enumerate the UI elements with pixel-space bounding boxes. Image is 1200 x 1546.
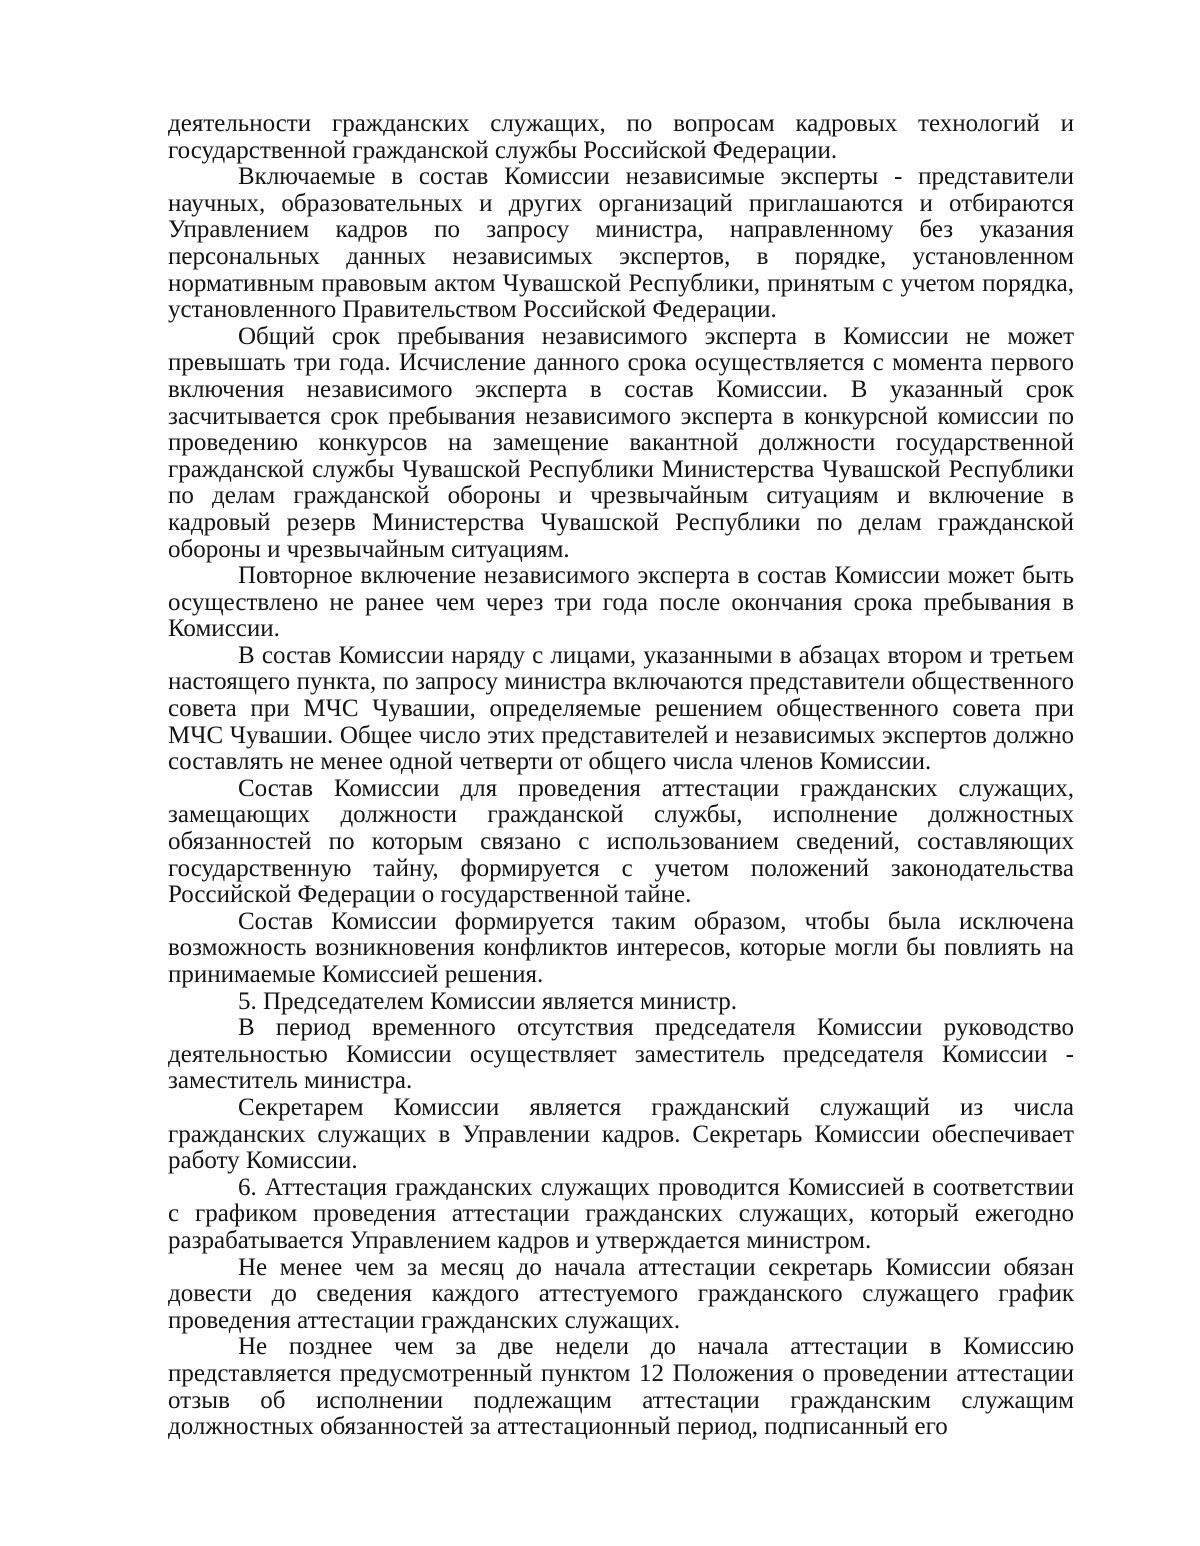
document-body [168,111,1074,1441]
paragraph-expert-term: Общий срок пребывания независимого эксперта в Комиссии не может превышать три года. Исчисление данного срока осуществляется с момента первого включения независимого эксперта в состав Комиссии. В указанный срок засчитывается срок пребывания независимого эксперта в конкурсной комиссии по проведению конкурсов на замещение вакантной должности государственной гражданской службы Чувашской Республики Министерства Чувашской Республики по делам гражданской обороны и чрезвычайным ситуациям и включение в кадровый резерв Министерства Чувашской Республики по делам гражданской обороны и чрезвычайным ситуациям. [168,322,1074,563]
paragraph-item-6-schedule: 6. Аттестация гражданских служащих проводится Комиссией в соответствии с графиком проведения аттестации гражданских служащих, который ежегодно разрабатывается Управлением кадров и утверждается министром. [168,1173,1074,1254]
paragraph-item-5-chairman: 5. Председателем Комиссии является министр. [238,987,738,1015]
paragraph-independent-experts: Включаемые в состав Комиссии независимые эксперты - представители научных, образовательных и других организаций приглашаются и отбираются Управлением кадров по запросу министра, направленному без указания персональных данных независимых экспертов, в порядке, установленном нормативным правовым актом Чувашской Республики, принятым с учетом порядка, установленного Правительством Российской Федерации. [168,163,1074,324]
paragraph-secretary: Секретарем Комиссии является гражданский служащий из числа гражданских служащих в Управлении кадров. Секретарь Комиссии обеспечивает работу Комиссии. [168,1093,1074,1175]
paragraph-deputy-chairman: В период временного отсутствия председателя Комиссии руководство деятельностью Комиссии осуществляет заместитель председателя Комиссии - заместитель министра. [168,1014,1074,1095]
paragraph-state-secret: Состав Комиссии для проведения аттестации гражданских служащих, замещающих должности гражданской службы, исполнение должностных обязанностей по которым связано с использованием сведений, составляющих государственную тайну, формируется с учетом положений законодательства Российской Федерации о государственной тайне. [168,774,1074,909]
paragraph-continuation: деятельности гражданских служащих, по вопросам кадровых технологий и государственной гражданской службы Российской Федерации. [168,110,1074,164]
paragraph-review: Не позднее чем за две недели до начала аттестации в Комиссию представляется предусмотренный пунктом 12 Положения о проведении аттестации отзыв об исполнении подлежащим аттестации гражданским служащим должностных обязанностей за аттестационный период, подписанный его [168,1333,1074,1441]
paragraph-public-council: В состав Комиссии наряду с лицами, указанными в абзацах втором и третьем настоящего пункта, по запросу министра включаются представители общественного совета при МЧС Чувашии, определяемые решением общественного совета при МЧС Чувашии. Общее число этих представителей и независимых экспертов должно составлять не менее одной четверти от общего числа членов Комиссии. [168,641,1074,776]
paragraph-repeat-inclusion: Повторное включение независимого эксперта в состав Комиссии может быть осуществлено не ранее чем через три года после окончания срока пребывания в Комиссии. [168,562,1074,643]
paragraph-notification: Не менее чем за месяц до начала аттестации секретарь Комиссии обязан довести до сведения каждого аттестуемого гражданского служащего график проведения аттестации гражданских служащих. [168,1253,1074,1334]
paragraph-conflict-of-interest: Состав Комиссии формируется таким образом, чтобы была исключена возможность возникновения конфликтов интересов, которые могли бы повлиять на принимаемые Комиссией решения. [168,907,1074,988]
